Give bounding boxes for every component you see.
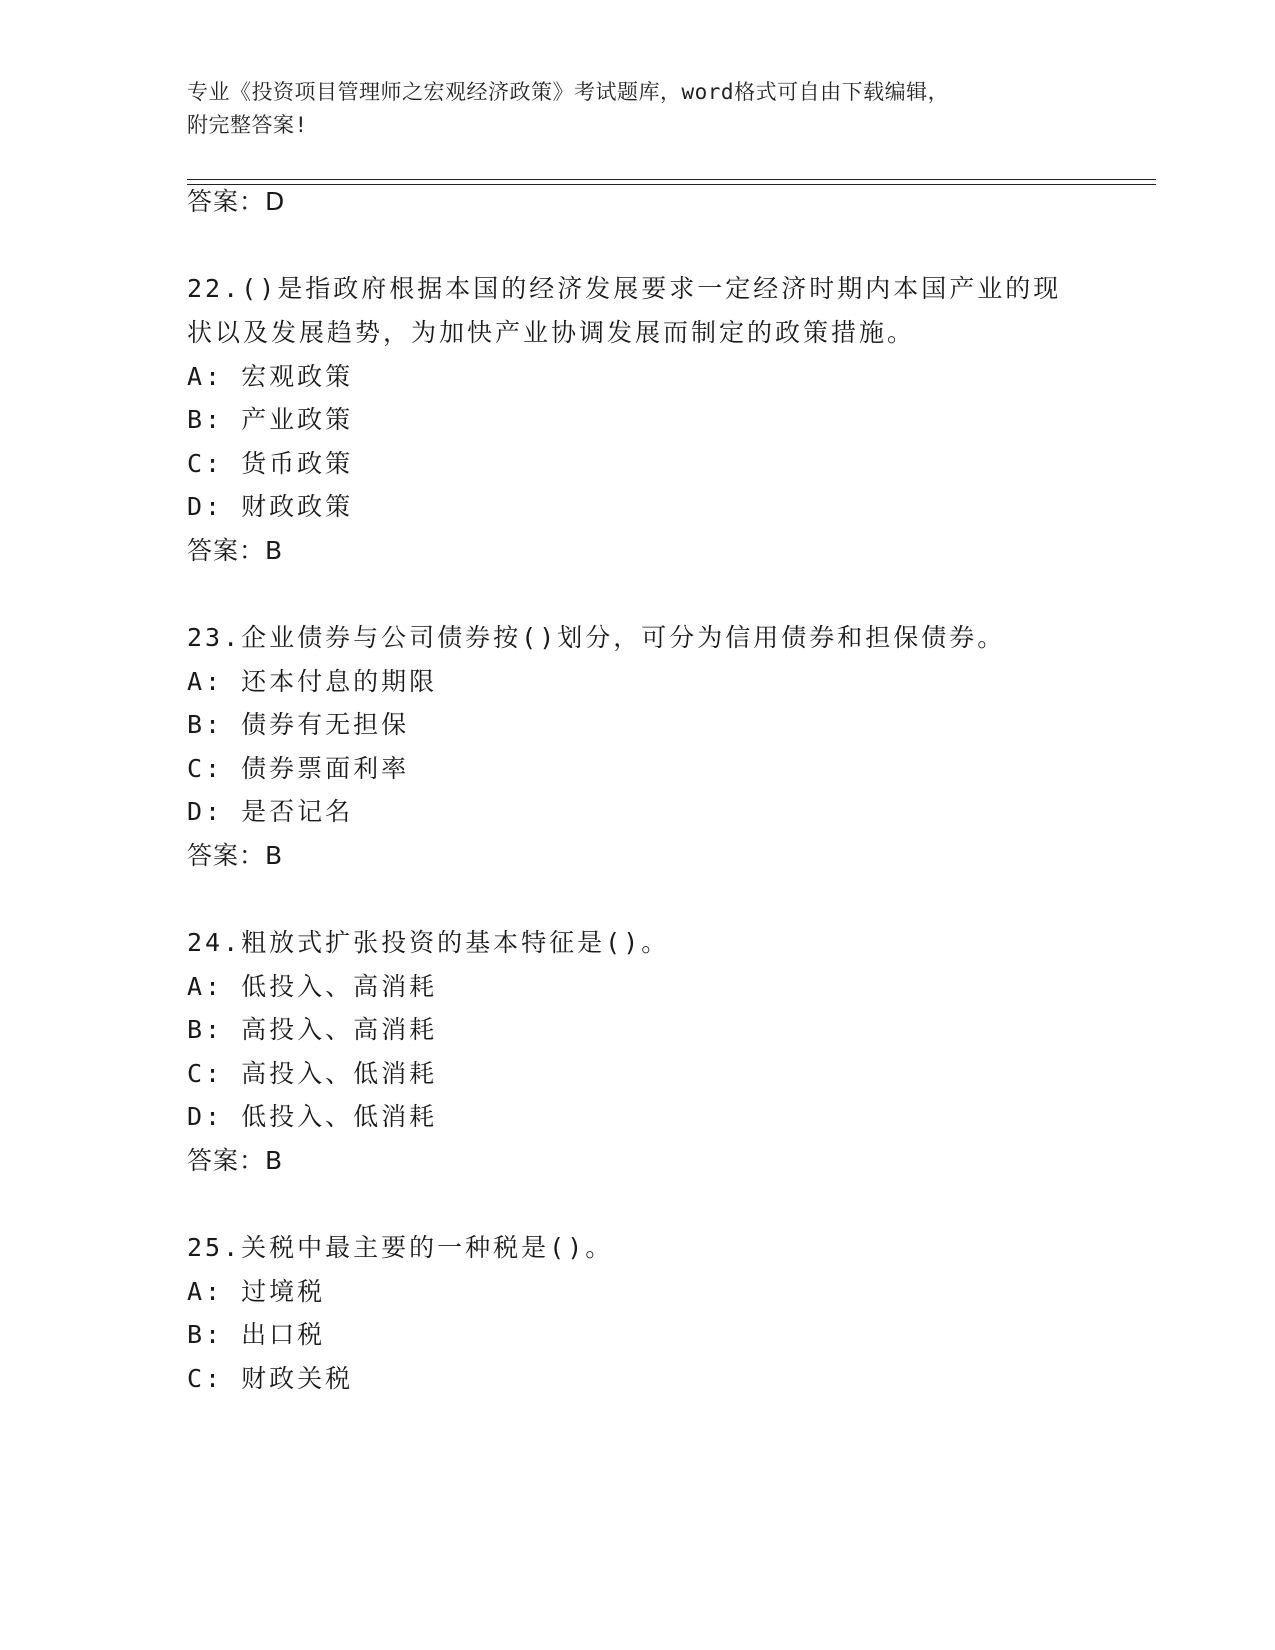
question-24-option-a: A: 低投入、高消耗: [187, 972, 438, 1001]
question-22-option-a: A: 宏观政策: [187, 362, 354, 391]
question-23-stem: 23.企业债券与公司债券按()划分，可分为信用债券和担保债券。: [187, 623, 1006, 652]
question-23-option-d: D: 是否记名: [187, 797, 354, 826]
answer-22: 答案：B: [187, 536, 284, 565]
header-line-1: 专业《投资项目管理师之宏观经济政策》考试题库，word格式可自由下载编辑，: [187, 80, 950, 104]
header-divider-bottom: [187, 184, 1156, 185]
answer-21: 答案：D: [187, 187, 286, 216]
question-22-option-c: C: 货币政策: [187, 449, 354, 478]
answer-24: 答案：B: [187, 1146, 284, 1175]
question-22-stem-line-2: 状以及发展趋势，为加快产业协调发展而制定的政策措施。: [187, 318, 916, 347]
question-25-option-b: B: 出口税: [187, 1320, 326, 1349]
question-23-option-c: C: 债券票面利率: [187, 754, 410, 783]
question-22-option-d: D: 财政政策: [187, 492, 354, 521]
question-22-stem-line-1: 22.()是指政府根据本国的经济发展要求一定经济时期内本国产业的现: [187, 274, 1062, 303]
question-23-option-a: A: 还本付息的期限: [187, 667, 438, 696]
question-24-option-d: D: 低投入、低消耗: [187, 1102, 438, 1131]
header-line-2: 附完整答案!: [187, 113, 308, 137]
question-22-option-b: B: 产业政策: [187, 405, 354, 434]
question-24-stem: 24.粗放式扩张投资的基本特征是()。: [187, 928, 670, 957]
header-divider-top: [187, 179, 1156, 180]
answer-23: 答案：B: [187, 841, 284, 870]
question-25-option-c: C: 财政关税: [187, 1364, 354, 1393]
document-header: [187, 76, 1087, 142]
question-25-option-a: A: 过境税: [187, 1277, 326, 1306]
question-23-option-b: B: 债券有无担保: [187, 710, 410, 739]
question-24-option-b: B: 高投入、高消耗: [187, 1015, 438, 1044]
question-24-option-c: C: 高投入、低消耗: [187, 1059, 438, 1088]
question-25-stem: 25.关税中最主要的一种税是()。: [187, 1233, 614, 1262]
